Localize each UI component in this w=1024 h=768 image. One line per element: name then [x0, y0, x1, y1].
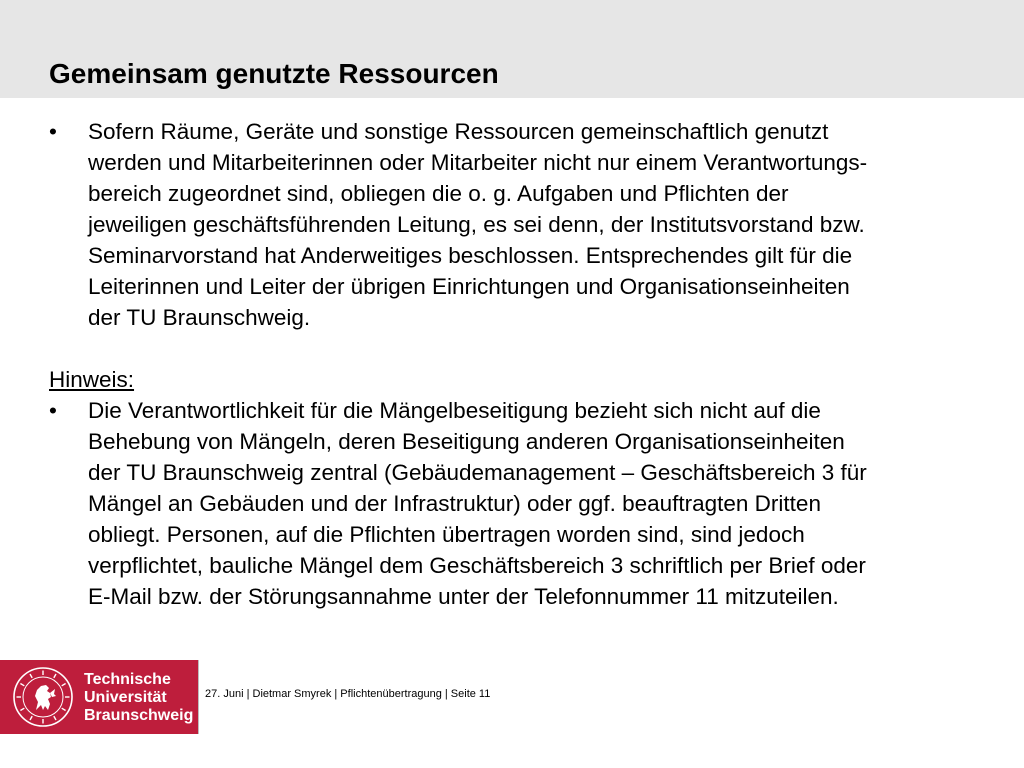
hinweis-heading: Hinweis: [49, 367, 135, 392]
text-line: Seminarvorstand hat Anderweitiges beschlossen. Entsprechendes gilt für die [88, 243, 853, 268]
logo-line: Technische [84, 671, 171, 688]
text-line: jeweiligen geschäftsführenden Leitung, es sei denn, der Institutsvorstand bzw. [88, 212, 865, 237]
text-line: werden und Mitarbeiterinnen oder Mitarbeiter nicht nur einem Verantwortungs- [88, 150, 868, 175]
bullet-text [88, 116, 989, 333]
spacer [49, 333, 989, 364]
text-line: E-Mail bzw. der Störungsannahme unter der Telefonnummer 11 mitzuteilen. [88, 584, 839, 609]
logo-line: Universität [84, 689, 167, 706]
slide-content [49, 116, 989, 612]
logo-line: Braunschweig [84, 707, 194, 724]
text-line: der TU Braunschweig. [88, 305, 311, 330]
bullet-item-defect-removal [49, 395, 989, 612]
text-line: Die Verantwortlichkeit für die Mängelbeseitigung bezieht sich nicht auf die [88, 398, 821, 423]
footer-divider [198, 660, 199, 734]
text-line: der TU Braunschweig zentral (Gebäudemanagement – Geschäftsbereich 3 für [88, 460, 867, 485]
bullet-item-shared-resources [49, 116, 989, 333]
text-line: Leiterinnen und Leiter der übrigen Einrichtungen und Organisationseinheiten [88, 274, 850, 299]
text-line: bereich zugeordnet sind, obliegen die o. g. Aufgaben und Pflichten der [88, 181, 789, 206]
bullet-dot: • [49, 398, 57, 423]
text-line: verpflichtet, bauliche Mängel dem Geschäftsbereich 3 schriftlich per Brief oder [88, 553, 866, 578]
university-seal-icon [12, 666, 74, 728]
university-name [84, 671, 193, 725]
bullet-dot: • [49, 119, 57, 144]
text-line: Mängel an Gebäuden und der Infrastruktur) oder ggf. beauftragten Dritten [88, 491, 821, 516]
text-line: Behebung von Mängeln, deren Beseitigung anderen Organisationseinheiten [88, 429, 845, 454]
footer-text: 27. Juni | Dietmar Smyrek | Pflichtenübertragung | Seite 11 [205, 688, 491, 700]
tu-braunschweig-logo [0, 660, 198, 734]
text-line: Sofern Räume, Geräte und sonstige Ressourcen gemeinschaftlich genutzt [88, 119, 829, 144]
bullet-text [88, 395, 989, 612]
text-line: obliegt. Personen, auf die Pflichten übertragen worden sind, sind jedoch [88, 522, 805, 547]
slide-title: Gemeinsam genutzte Ressourcen [49, 58, 499, 89]
